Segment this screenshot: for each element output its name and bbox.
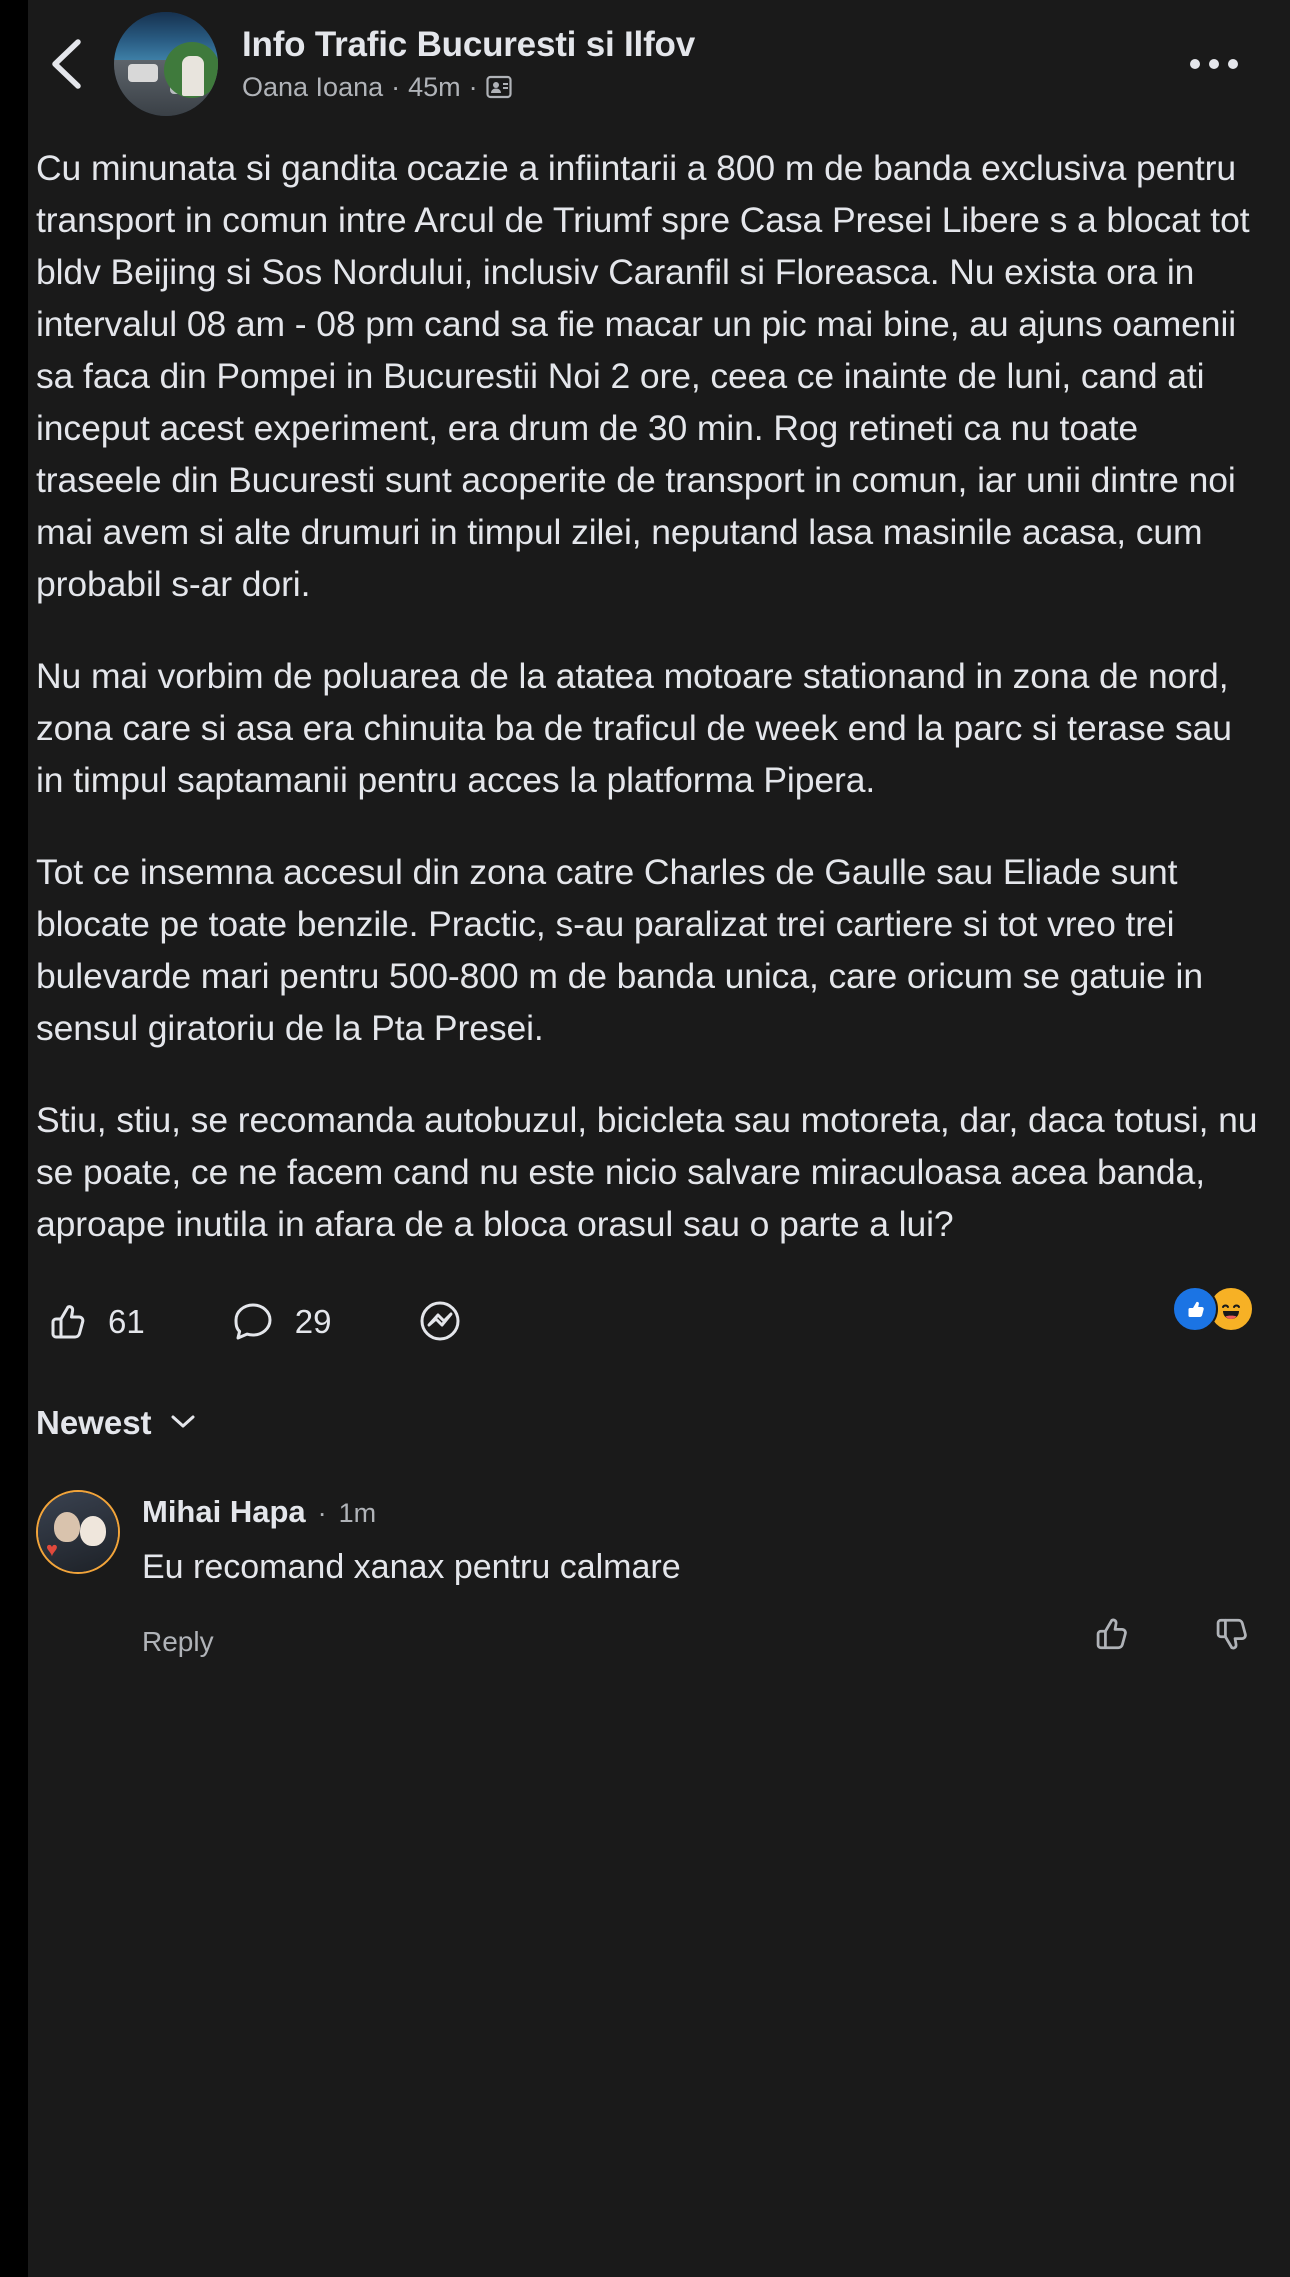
post-paragraph-4: Stiu, stiu, se recomanda autobuzul, bicicleta sau motoreta, dar, daca totusi, nu se poate, ce ne facem cand nu este nicio salvare miraculoasa acea banda, aproape inutila in afara de a bloca orasul sau o parte a lui? xyxy=(36,1100,1258,1244)
avatar-person xyxy=(182,56,204,96)
comment-footer xyxy=(142,1612,1256,1672)
screen-edge-gutter xyxy=(0,0,28,2277)
thumbs-down-icon xyxy=(1208,1612,1252,1656)
chevron-left-icon xyxy=(46,36,90,92)
post-header-text xyxy=(242,25,1262,102)
comment-author[interactable]: Mihai Hapa xyxy=(142,1494,306,1529)
more-options-button[interactable] xyxy=(1178,36,1250,92)
comment-like-button[interactable] xyxy=(1088,1612,1132,1656)
comment-separator: · xyxy=(317,1498,327,1528)
chevron-down-icon xyxy=(168,1411,198,1436)
messenger-icon xyxy=(415,1297,465,1347)
comment-text: Eu recomand xanax pentru calmare xyxy=(142,1548,681,1586)
post-meta xyxy=(242,72,1262,103)
back-button[interactable] xyxy=(36,32,100,96)
comment-sort-selector[interactable] xyxy=(0,1358,1290,1442)
post-timestamp: 45m xyxy=(408,71,461,102)
post-paragraph-2: Nu mai vorbim de poluarea de la atatea motoare stationand in zona de nord, zona care si asa era chinuita ba de traficul de week end la parc si terase sau in timpul saptamanii pentru acces la platforma Pipera. xyxy=(36,656,1232,800)
comment-item xyxy=(0,1442,1290,1672)
more-options-icon-dot2 xyxy=(1209,59,1219,69)
more-options-icon-dot3 xyxy=(1228,59,1238,69)
comment-avatar[interactable] xyxy=(36,1490,120,1574)
comment-avatar-person-2 xyxy=(80,1516,106,1546)
share-button[interactable] xyxy=(415,1297,465,1347)
reaction-summary[interactable] xyxy=(1172,1286,1254,1332)
comment-vote-actions xyxy=(1088,1612,1252,1656)
comment-header xyxy=(142,1490,1256,1530)
comment-avatar-person-1 xyxy=(54,1512,80,1542)
reply-button[interactable]: Reply xyxy=(142,1626,214,1657)
post-action-bar xyxy=(0,1250,1290,1358)
post-paragraph-3: Tot ce insemna accesul din zona catre Charles de Gaulle sau Eliade sunt blocate pe toate benzile. Practic, s-au paralizat trei cartiere si tot vreo trei bulevarde mari pentru 500-800 m de banda unica, care oricum se gatuie in sensul giratoriu de la Pta Presei. xyxy=(36,852,1203,1048)
page-avatar-image xyxy=(114,12,218,116)
meta-separator-2: · xyxy=(468,71,478,102)
comment-content xyxy=(142,1490,1256,1672)
comment-sort-label: Newest xyxy=(36,1404,152,1441)
post-author[interactable]: Oana Ioana xyxy=(242,71,384,102)
comment-count: 29 xyxy=(294,1303,332,1340)
comment-timestamp: 1m xyxy=(338,1498,377,1528)
post-header xyxy=(0,0,1290,128)
like-reaction-icon xyxy=(1172,1286,1218,1332)
thumbs-up-icon xyxy=(42,1298,90,1346)
comment-bubble-icon xyxy=(229,1298,277,1346)
thumbs-up-icon xyxy=(1088,1612,1132,1656)
meta-separator-1: · xyxy=(391,71,401,102)
avatar-car-1 xyxy=(128,64,158,82)
post-paragraph-1: Cu minunata si gandita ocazie a infiintarii a 800 m de banda exclusiva pentru transport in comun intre Arcul de Triumf spre Casa Presei Libere s a blocat tot bldv Beijing si Sos Nordului, inclusiv Caranfil si Floreasca. Nu exista ora in intervalul 08 am - 08 pm cand sa fie macar un pic mai bine, au ajuns oamenii sa faca din Pompei in Bucurestii Noi 2 ore, ceea ce inainte de luni, cand ati inceput acest experiment, era drum de 30 min. Rog retineti ca nu toate traseele din Bucuresti sunt acoperite de transport in comun, iar unii dintre noi mai avem si alte drumuri in timpul zilei, neputand lasa masinile acasa, cum probabil s-ar dori. xyxy=(36,148,1250,604)
post-text xyxy=(0,128,1290,1250)
page-avatar[interactable] xyxy=(114,12,218,116)
comment-button[interactable] xyxy=(229,1298,332,1346)
like-button[interactable] xyxy=(42,1298,145,1346)
heart-icon: ♥ xyxy=(46,1539,58,1561)
comment-dislike-button[interactable] xyxy=(1208,1612,1252,1656)
group-audience-icon xyxy=(486,75,512,99)
like-count: 61 xyxy=(108,1303,145,1340)
more-options-icon xyxy=(1190,59,1200,69)
page-title[interactable]: Info Trafic Bucuresti si Ilfov xyxy=(242,25,695,65)
